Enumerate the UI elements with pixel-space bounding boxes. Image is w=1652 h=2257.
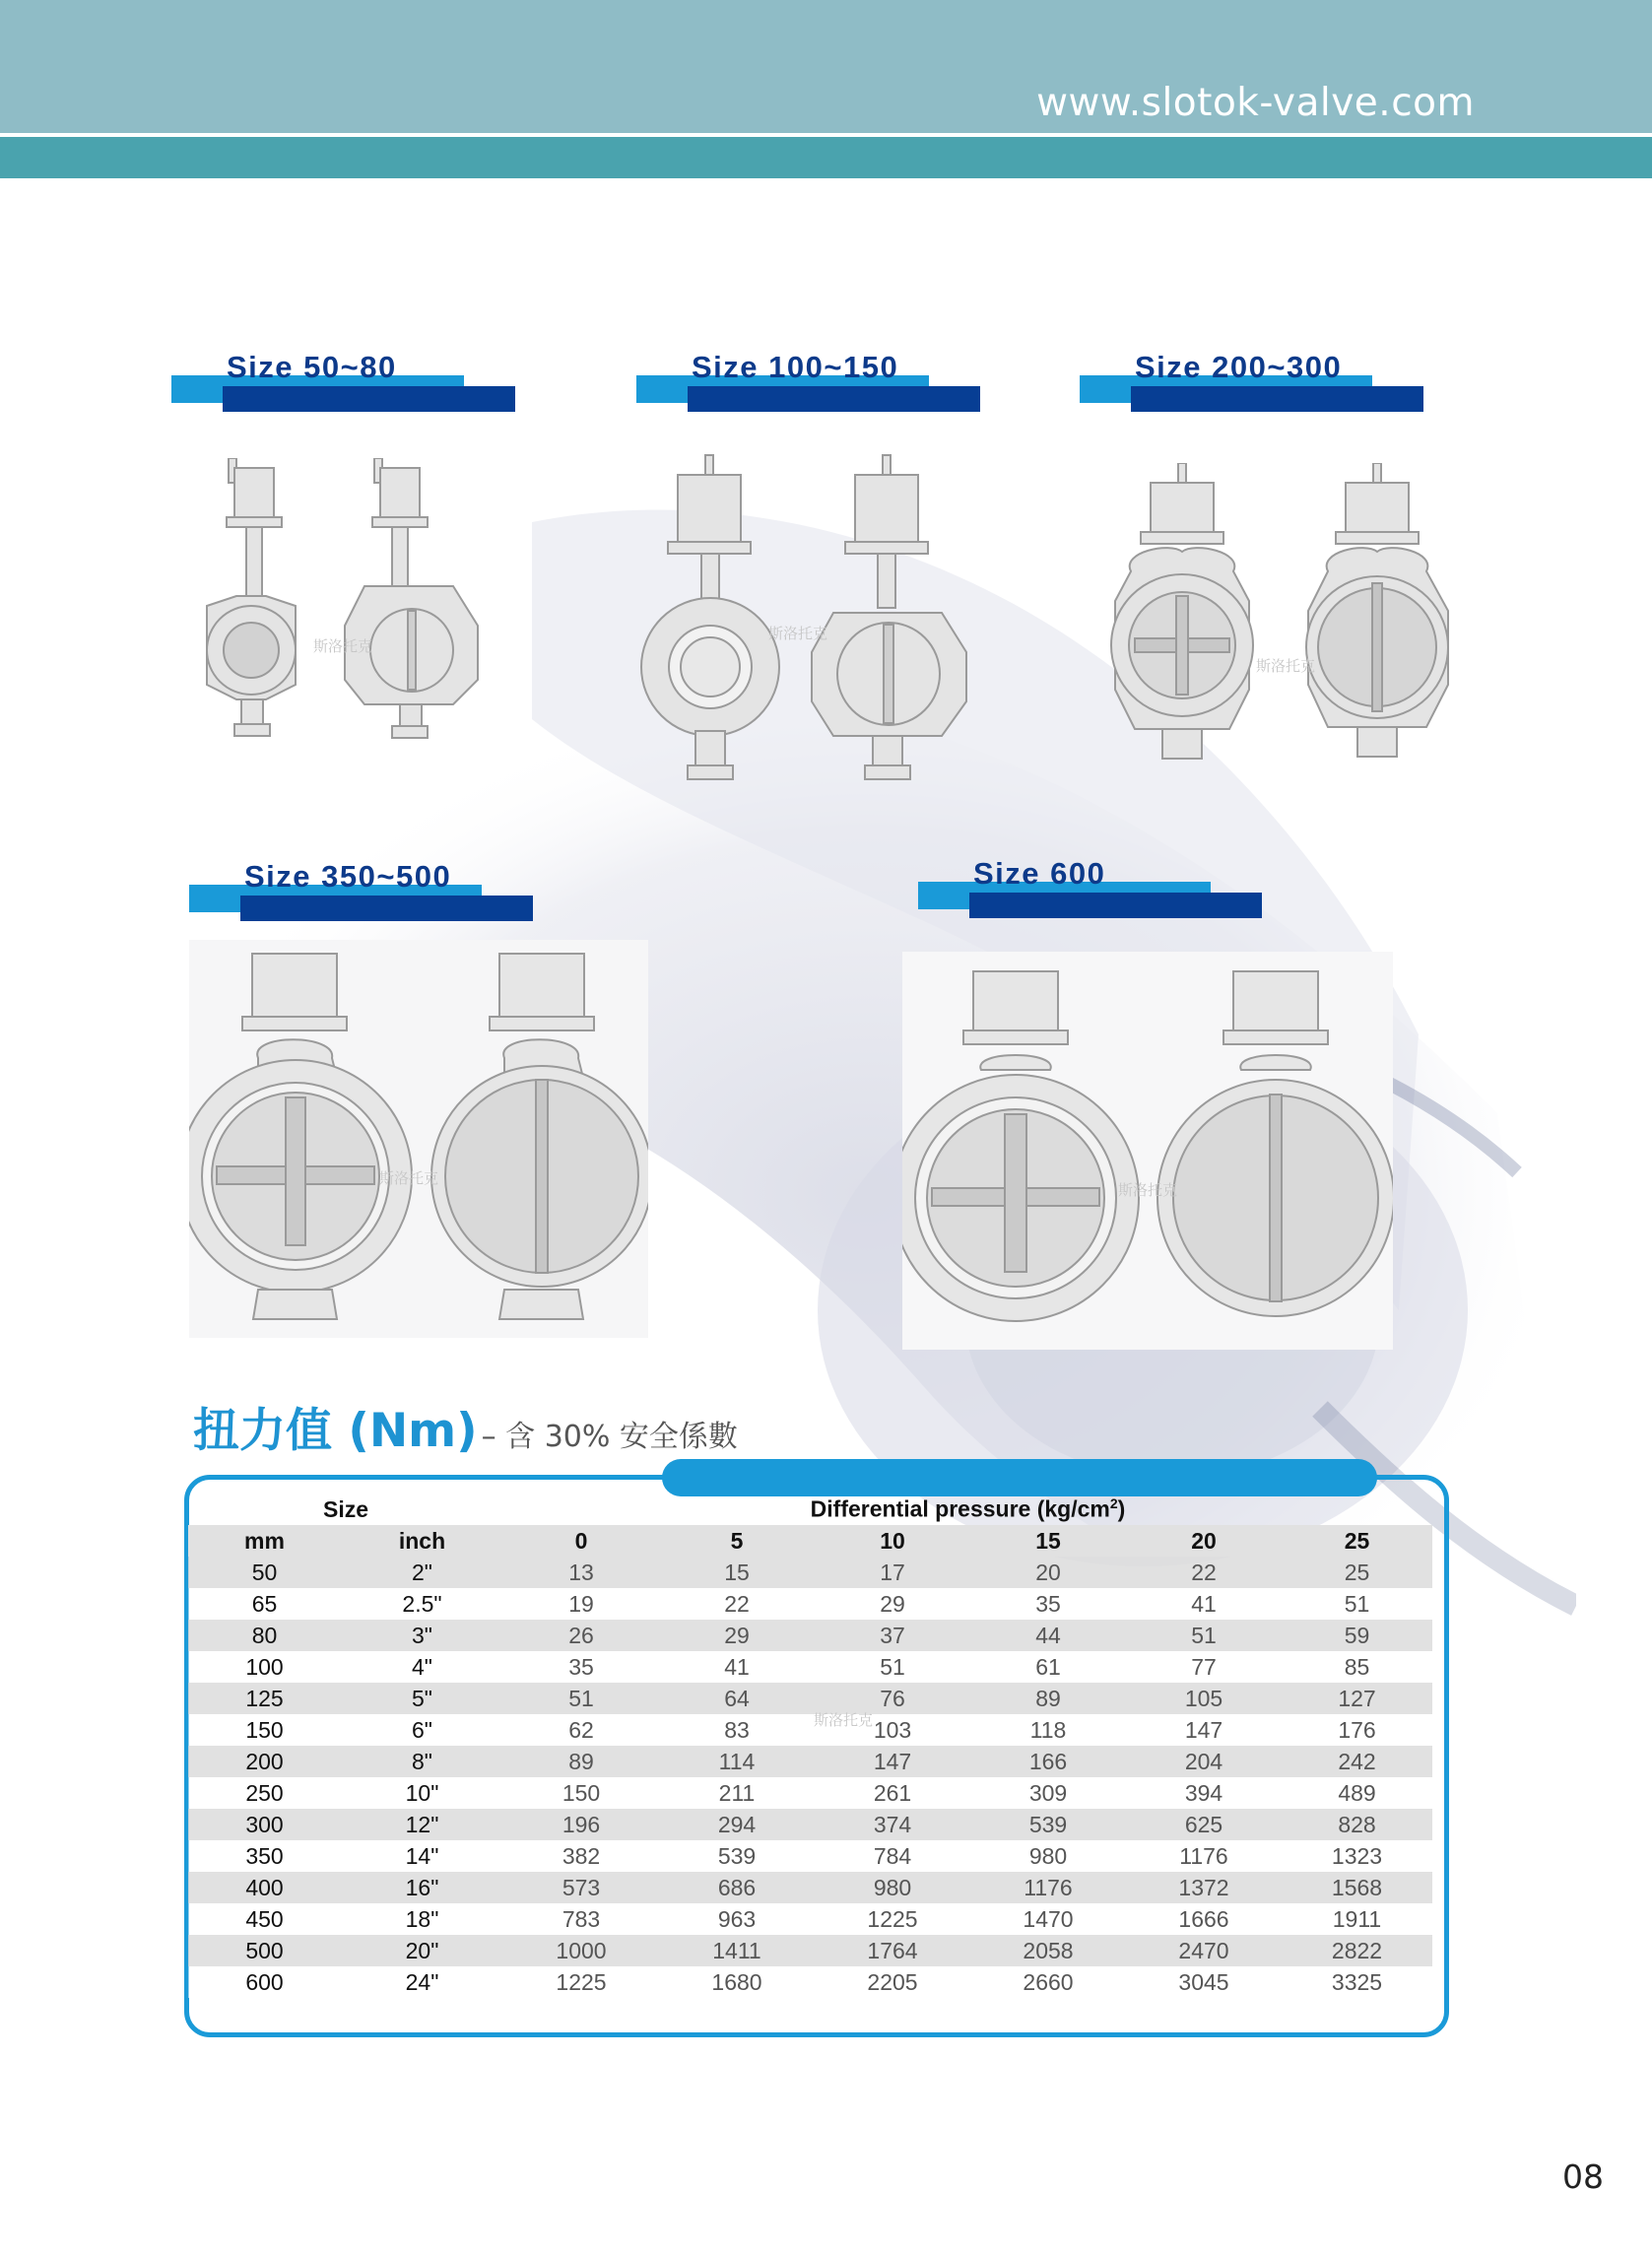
table-row: [188, 1746, 1432, 1777]
table-cell: 1568: [1282, 1872, 1432, 1903]
table-cell: 114: [659, 1746, 815, 1777]
table-cell: 64: [659, 1683, 815, 1714]
watermark-text: 斯洛托克: [1118, 1181, 1178, 1199]
column-header: 15: [970, 1525, 1126, 1557]
torque-subtitle: – 含 30% 安全係數: [481, 1420, 738, 1454]
table-cell: 250: [188, 1777, 341, 1809]
table-cell: 211: [659, 1777, 815, 1809]
table-cell: 489: [1282, 1777, 1432, 1809]
valve-image-size-200-300: [1101, 463, 1476, 778]
table-cell: 2.5": [341, 1588, 503, 1620]
table-cell: 65: [188, 1588, 341, 1620]
column-header: inch: [341, 1525, 503, 1557]
table-cell: 100: [188, 1651, 341, 1683]
table-cell: 1470: [970, 1903, 1126, 1935]
table-cell: 382: [503, 1840, 659, 1872]
valve-image-size-50-80: [197, 458, 493, 768]
table-cell: 125: [188, 1683, 341, 1714]
table-row: [188, 1935, 1432, 1966]
table-cell: 783: [503, 1903, 659, 1935]
table-cell: 2205: [815, 1966, 970, 1998]
table-cell: 450: [188, 1903, 341, 1935]
table-cell: 1225: [503, 1966, 659, 1998]
table-cell: 41: [659, 1651, 815, 1683]
table-cell: 539: [659, 1840, 815, 1872]
table-cell: 8": [341, 1746, 503, 1777]
table-cell: 25: [1282, 1557, 1432, 1588]
size-label-350-500: Size 350~500: [189, 859, 544, 928]
table-cell: 625: [1126, 1809, 1282, 1840]
table-cell: 22: [659, 1588, 815, 1620]
header-band: [0, 137, 1652, 178]
table-cell: 41: [1126, 1588, 1282, 1620]
table-row: [188, 1651, 1432, 1683]
table-cell: 83: [659, 1714, 815, 1746]
column-header: mm: [188, 1525, 341, 1557]
table-cell: 103: [815, 1714, 970, 1746]
watermark-text: 斯洛托克: [1256, 657, 1316, 675]
table-cell: 12": [341, 1809, 503, 1840]
table-row: [188, 1840, 1432, 1872]
table-cell: 1176: [970, 1872, 1126, 1903]
table-cell: 1000: [503, 1935, 659, 1966]
torque-title: 扭力值 (Nm): [193, 1404, 478, 1458]
table-cell: 3": [341, 1620, 503, 1651]
table-column-row: [188, 1525, 1432, 1557]
table-row: [188, 1809, 1432, 1840]
size-header: Size: [322, 1495, 369, 1522]
table-cell: 13: [503, 1557, 659, 1588]
table-cell: 147: [815, 1746, 970, 1777]
table-cell: 150: [503, 1777, 659, 1809]
table-cell: 62: [503, 1714, 659, 1746]
column-header: 5: [659, 1525, 815, 1557]
table-cell: 204: [1126, 1746, 1282, 1777]
table-cell: 400: [188, 1872, 341, 1903]
table-cell: 2": [341, 1557, 503, 1588]
table-cell: 1372: [1126, 1872, 1282, 1903]
table-cell: 2822: [1282, 1935, 1432, 1966]
table-cell: 686: [659, 1872, 815, 1903]
size-label-600: Size 600: [918, 856, 1273, 925]
table-cell: 85: [1282, 1651, 1432, 1683]
website-url: www.slotok-valve.com: [1036, 81, 1475, 125]
table-cell: 37: [815, 1620, 970, 1651]
column-header: 20: [1126, 1525, 1282, 1557]
table-cell: 2660: [970, 1966, 1126, 1998]
table-cell: 105: [1126, 1683, 1282, 1714]
table-row: [188, 1620, 1432, 1651]
table-cell: 51: [1282, 1588, 1432, 1620]
table-row: [188, 1872, 1432, 1903]
table-cell: 150: [188, 1714, 341, 1746]
table-cell: 309: [970, 1777, 1126, 1809]
table-cell: 10": [341, 1777, 503, 1809]
table-cell: 600: [188, 1966, 341, 1998]
table-cell: 35: [503, 1651, 659, 1683]
table-cell: 374: [815, 1809, 970, 1840]
table-cell: 4": [341, 1651, 503, 1683]
table-row: [188, 1714, 1432, 1746]
table-cell: 1666: [1126, 1903, 1282, 1935]
table-cell: 14": [341, 1840, 503, 1872]
table-cell: 1176: [1126, 1840, 1282, 1872]
table-cell: 6": [341, 1714, 503, 1746]
table-cell: 242: [1282, 1746, 1432, 1777]
table-cell: 3325: [1282, 1966, 1432, 1998]
table-header-row: [188, 1494, 1432, 1525]
table-cell: 89: [503, 1746, 659, 1777]
table-cell: 261: [815, 1777, 970, 1809]
size-label-100-150: Size 100~150: [636, 350, 991, 419]
table-cell: 176: [1282, 1714, 1432, 1746]
watermark-text: 斯洛托克: [768, 625, 828, 642]
valve-image-size-600: [902, 952, 1393, 1350]
table-cell: 539: [970, 1809, 1126, 1840]
table-row: [188, 1777, 1432, 1809]
table-row: [188, 1557, 1432, 1588]
table-cell: 29: [815, 1588, 970, 1620]
watermark-text: 斯洛托克: [313, 637, 373, 655]
table-cell: 784: [815, 1840, 970, 1872]
table-cell: 500: [188, 1935, 341, 1966]
table-cell: 19: [503, 1588, 659, 1620]
table-cell: 963: [659, 1903, 815, 1935]
table-cell: 118: [970, 1714, 1126, 1746]
table-cell: 394: [1126, 1777, 1282, 1809]
column-header: 10: [815, 1525, 970, 1557]
table-row: [188, 1966, 1432, 1998]
table-cell: 44: [970, 1620, 1126, 1651]
table-cell: 828: [1282, 1809, 1432, 1840]
table-cell: 980: [970, 1840, 1126, 1872]
pressure-header: Differential pressure $(kg/cm^2)$: [810, 1495, 1126, 1522]
table-cell: 16": [341, 1872, 503, 1903]
column-header: 25: [1282, 1525, 1432, 1557]
table-cell: 20": [341, 1935, 503, 1966]
table-cell: 15: [659, 1557, 815, 1588]
valve-image-size-350-500: [189, 940, 648, 1338]
table-cell: 196: [503, 1809, 659, 1840]
table-cell: 5": [341, 1683, 503, 1714]
table-cell: 1411: [659, 1935, 815, 1966]
torque-table: [188, 1494, 1432, 1998]
table-cell: 127: [1282, 1683, 1432, 1714]
table-cell: 61: [970, 1651, 1126, 1683]
table-cell: 1911: [1282, 1903, 1432, 1935]
table-cell: 2058: [970, 1935, 1126, 1966]
table-cell: 51: [503, 1683, 659, 1714]
table-cell: 17: [815, 1557, 970, 1588]
torque-heading: [193, 1394, 738, 1460]
table-cell: 1764: [815, 1935, 970, 1966]
table-cell: 1225: [815, 1903, 970, 1935]
size-label-200-300: Size 200~300: [1080, 350, 1434, 419]
table-cell: 147: [1126, 1714, 1282, 1746]
table-cell: 77: [1126, 1651, 1282, 1683]
table-cell: 76: [815, 1683, 970, 1714]
table-cell: 50: [188, 1557, 341, 1588]
table-cell: 200: [188, 1746, 341, 1777]
table-cell: 1680: [659, 1966, 815, 1998]
watermark-text: 斯洛托克: [814, 1711, 874, 1729]
table-cell: 1323: [1282, 1840, 1432, 1872]
table-cell: 22: [1126, 1557, 1282, 1588]
table-cell: 980: [815, 1872, 970, 1903]
table-cell: 26: [503, 1620, 659, 1651]
table-cell: 18": [341, 1903, 503, 1935]
watermark-text: 斯洛托克: [379, 1169, 439, 1187]
table-cell: 89: [970, 1683, 1126, 1714]
size-label-50-80: Size 50~80: [171, 350, 526, 419]
table-cell: 350: [188, 1840, 341, 1872]
table-cell: 51: [1126, 1620, 1282, 1651]
table-cell: 59: [1282, 1620, 1432, 1651]
table-row: [188, 1683, 1432, 1714]
table-cell: 166: [970, 1746, 1126, 1777]
table-cell: 573: [503, 1872, 659, 1903]
table-row: [188, 1903, 1432, 1935]
table-cell: 80: [188, 1620, 341, 1651]
table-cell: 24": [341, 1966, 503, 1998]
table-cell: 2470: [1126, 1935, 1282, 1966]
page-number: 08: [1562, 2157, 1604, 2196]
table-cell: 3045: [1126, 1966, 1282, 1998]
table-cell: 20: [970, 1557, 1126, 1588]
table-cell: 35: [970, 1588, 1126, 1620]
table-cell: 29: [659, 1620, 815, 1651]
column-header: 0: [503, 1525, 659, 1557]
table-row: [188, 1588, 1432, 1620]
table-body: [188, 1557, 1432, 1998]
table-cell: 300: [188, 1809, 341, 1840]
table-cell: 294: [659, 1809, 815, 1840]
table-cell: 51: [815, 1651, 970, 1683]
